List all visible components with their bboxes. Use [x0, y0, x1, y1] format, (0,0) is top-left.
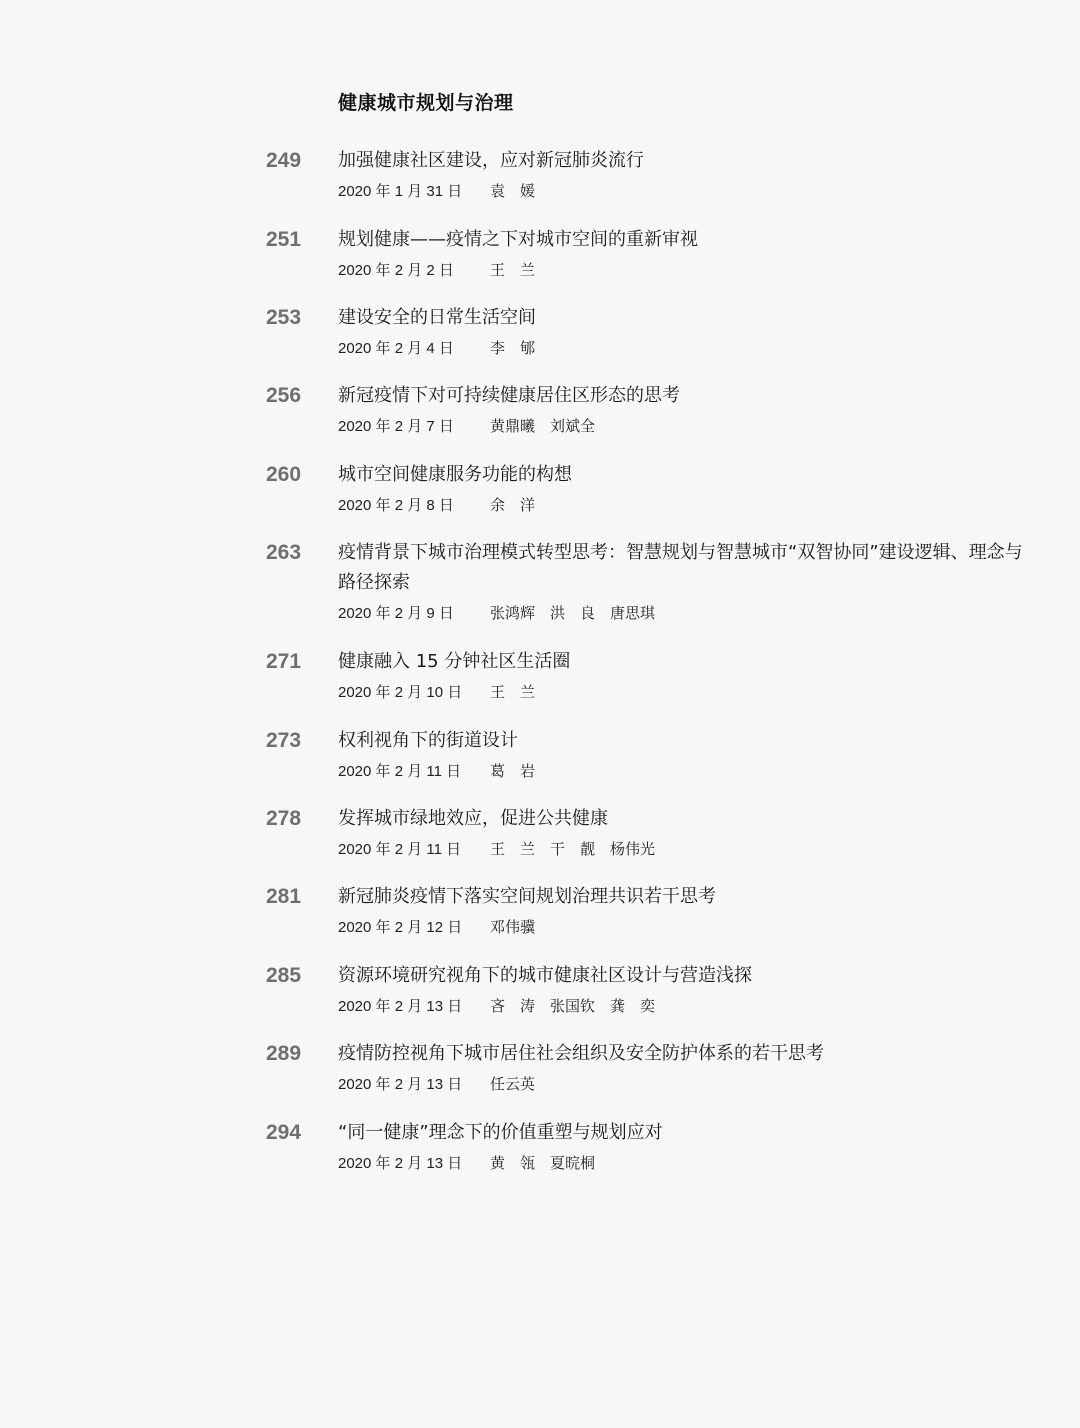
page-number: 278 — [266, 807, 302, 830]
entry-title: 城市空间健康服务功能的构想 — [338, 464, 572, 485]
entry-authors: 李 郇 — [490, 339, 536, 357]
entry-date: 2020 年 2 月 4 日 — [338, 340, 454, 357]
entry-meta — [338, 1073, 535, 1096]
section-title: 健康城市规划与治理 — [338, 92, 514, 114]
entry-meta — [338, 602, 655, 625]
page-number: 251 — [266, 228, 302, 251]
entry-title: 发挥城市绿地效应，促进公共健康 — [338, 808, 608, 829]
entry-date: 2020 年 2 月 11 日 — [338, 763, 462, 780]
entry-authors: 余 洋 — [490, 496, 536, 514]
entry-meta — [338, 760, 535, 783]
entry-authors: 王 兰 干 靓 杨伟光 — [490, 840, 656, 858]
entry-date: 2020 年 2 月 13 日 — [338, 1076, 463, 1093]
page-number: 256 — [266, 384, 302, 407]
entry-meta — [338, 494, 535, 517]
entry-meta — [338, 916, 535, 939]
entry-title: 权利视角下的街道设计 — [338, 730, 518, 751]
page-number: 294 — [266, 1121, 302, 1144]
entry-meta — [338, 995, 655, 1018]
entry-title: 健康融入 15 分钟社区生活圈 — [338, 651, 571, 672]
entry-meta — [338, 838, 655, 861]
entry-authors: 邓伟骥 — [490, 918, 536, 936]
entry-date: 2020 年 1 月 31 日 — [338, 183, 463, 200]
entry-title: 规划健康——疫情之下对城市空间的重新审视 — [338, 229, 698, 250]
entry-meta — [338, 337, 535, 360]
entry-title: 疫情防控视角下城市居住社会组织及安全防护体系的若干思考 — [338, 1043, 824, 1064]
entry-authors: 袁 媛 — [490, 182, 536, 200]
entry-date: 2020 年 2 月 9 日 — [338, 605, 454, 622]
entry-title: 资源环境研究视角下的城市健康社区设计与营造浅探 — [338, 965, 752, 986]
entry-meta — [338, 415, 595, 438]
entry-meta — [338, 259, 535, 282]
entry-authors: 葛 岩 — [490, 762, 536, 780]
entry-title: “同一健康”理念下的价值重塑与规划应对 — [338, 1122, 663, 1143]
page-number: 289 — [266, 1042, 302, 1065]
page-number: 285 — [266, 964, 302, 987]
entry-meta — [338, 1152, 595, 1175]
entry-authors: 黄鼎曦 刘斌全 — [490, 417, 596, 435]
entry-date: 2020 年 2 月 13 日 — [338, 998, 463, 1015]
entry-title: 新冠肺炎疫情下落实空间规划治理共识若干思考 — [338, 886, 716, 907]
page-number: 271 — [266, 650, 302, 673]
page-number: 263 — [266, 541, 302, 564]
entry-title: 疫情背景下城市治理模式转型思考：智慧规划与智慧城市“双智协同”建设逻辑、理念与路径探索 — [338, 542, 1023, 593]
entry-authors: 任云英 — [490, 1075, 536, 1093]
entry-date: 2020 年 2 月 11 日 — [338, 841, 462, 858]
page-number: 249 — [266, 149, 302, 172]
entry-authors: 王 兰 — [490, 261, 536, 279]
entry-date: 2020 年 2 月 13 日 — [338, 1155, 463, 1172]
entry-authors: 张鸿辉 洪 良 唐思琪 — [490, 604, 656, 622]
entry-date: 2020 年 2 月 10 日 — [338, 684, 463, 701]
entry-authors: 吝 涛 张国钦 龚 奕 — [490, 997, 656, 1015]
entry-date: 2020 年 2 月 12 日 — [338, 919, 463, 936]
page-number: 281 — [266, 885, 302, 908]
entry-meta — [338, 180, 535, 203]
page-number: 260 — [266, 463, 302, 486]
entry-title: 建设安全的日常生活空间 — [338, 307, 536, 328]
entry-date: 2020 年 2 月 7 日 — [338, 418, 454, 435]
page-number: 273 — [266, 729, 302, 752]
entry-meta — [338, 681, 535, 704]
entry-title: 新冠疫情下对可持续健康居住区形态的思考 — [338, 385, 680, 406]
entry-date: 2020 年 2 月 2 日 — [338, 262, 454, 279]
entry-title: 加强健康社区建设，应对新冠肺炎流行 — [338, 150, 644, 171]
entry-authors: 黄 瓴 夏晥桐 — [490, 1154, 596, 1172]
entry-authors: 王 兰 — [490, 683, 536, 701]
page-number: 253 — [266, 306, 302, 329]
entry-date: 2020 年 2 月 8 日 — [338, 497, 454, 514]
